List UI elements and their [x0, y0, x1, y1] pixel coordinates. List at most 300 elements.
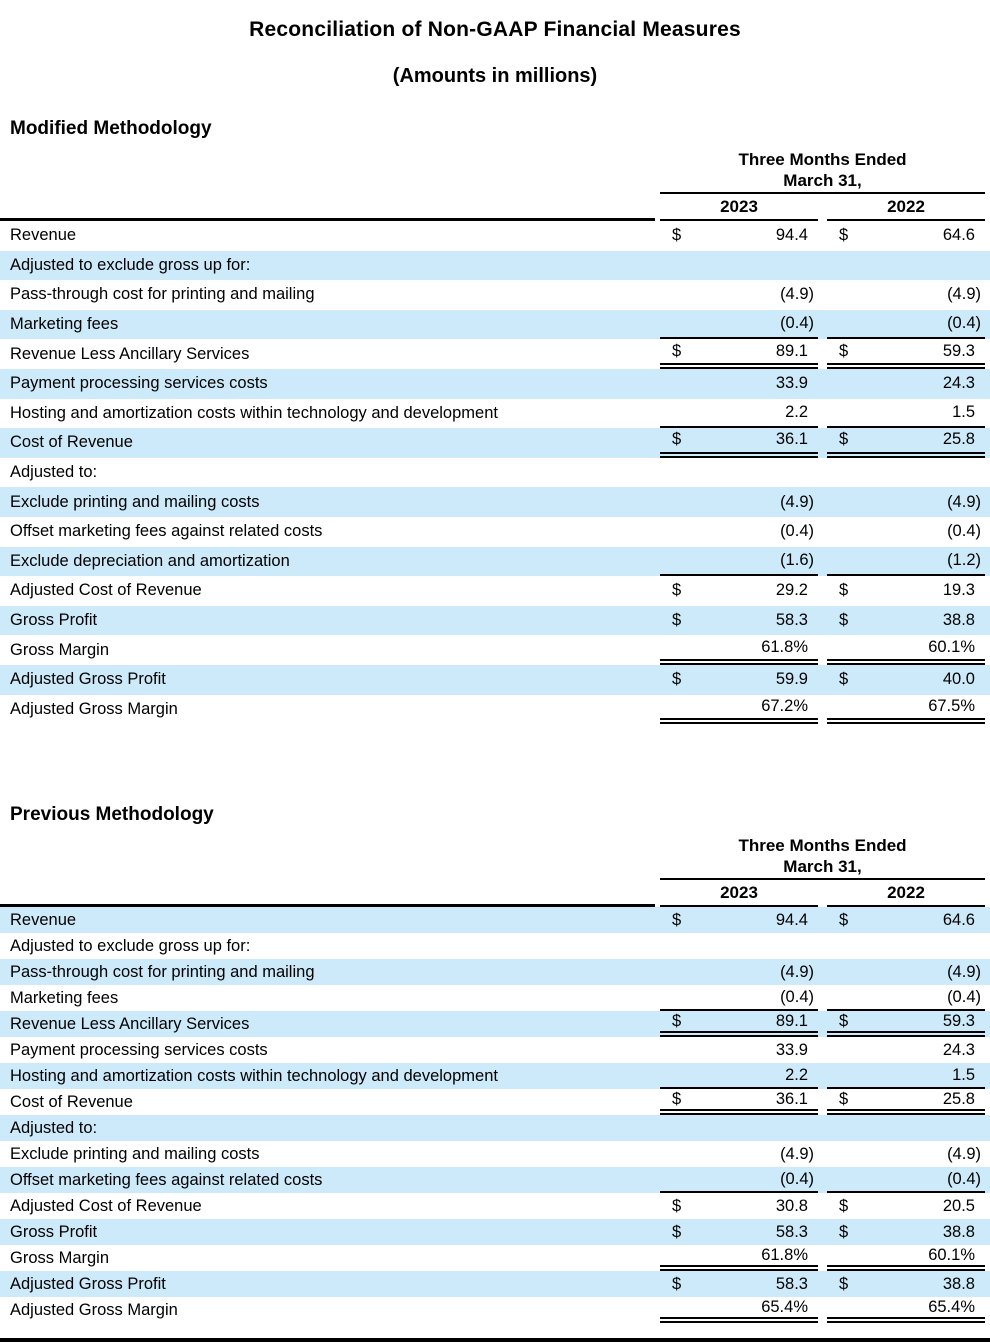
spacer — [985, 880, 990, 907]
spacer — [985, 1115, 990, 1141]
cell-value: 89.1 — [775, 1011, 808, 1030]
row-label: Offset marketing fees against related costs — [10, 522, 323, 541]
spacer — [985, 1167, 990, 1193]
value-cell — [660, 933, 818, 959]
value-cell — [827, 517, 985, 547]
row-label: Gross Margin — [10, 640, 110, 659]
spacer — [818, 1219, 827, 1245]
spacer — [818, 1141, 827, 1167]
value-cell — [827, 458, 985, 488]
spacer — [818, 1037, 827, 1063]
spacer — [985, 907, 990, 933]
table-row — [0, 1115, 990, 1141]
value-cell — [827, 487, 985, 517]
spacer — [985, 1297, 990, 1323]
table-row — [0, 1271, 990, 1297]
cell-value: 19.3 — [942, 581, 975, 600]
cell-value: 36.1 — [775, 430, 808, 449]
value-cell — [660, 959, 818, 985]
cell-value: 25.8 — [942, 430, 975, 449]
value-cell — [827, 1063, 985, 1089]
label-column-rule — [0, 880, 655, 907]
value-cell — [660, 1115, 818, 1141]
currency-symbol: $ — [839, 1222, 849, 1241]
cell-value: 33.9 — [775, 374, 808, 393]
period-line-2: March 31, — [660, 170, 985, 194]
cell-value: 38.8 — [942, 1222, 975, 1241]
value-cell — [660, 369, 818, 399]
cell-value: (4.9) — [947, 962, 981, 981]
spacer — [985, 1089, 990, 1115]
cell-value: 38.8 — [942, 611, 975, 630]
cell-value: (0.4) — [947, 987, 981, 1006]
spacer — [818, 221, 827, 251]
spacer — [818, 547, 827, 577]
value-cell — [660, 310, 818, 340]
value-cell — [660, 1271, 818, 1297]
spacer — [818, 399, 827, 429]
spacer — [818, 310, 827, 340]
table-row — [0, 1297, 990, 1323]
table-row — [0, 665, 990, 695]
cell-value: (4.9) — [947, 285, 981, 304]
currency-symbol: $ — [839, 341, 849, 360]
value-cell — [827, 1089, 985, 1115]
spacer — [818, 1167, 827, 1193]
row-label: Gross Profit — [10, 1222, 98, 1241]
spacer — [985, 959, 990, 985]
value-cell — [827, 251, 985, 281]
row-label: Adjusted to exclude gross up for: — [10, 936, 251, 955]
table-row — [0, 985, 990, 1011]
cell-value: 36.1 — [775, 1089, 808, 1108]
currency-symbol: $ — [839, 1089, 849, 1108]
column-header-2023: 2023 — [660, 880, 818, 907]
cell-value: 60.1% — [928, 637, 975, 656]
cell-value: 2.2 — [785, 402, 808, 421]
value-cell — [827, 907, 985, 933]
table-row — [0, 606, 990, 636]
table-row — [0, 399, 990, 429]
value-cell — [827, 1037, 985, 1063]
value-cell — [660, 606, 818, 636]
value-cell — [827, 1219, 985, 1245]
currency-symbol: $ — [672, 581, 682, 600]
currency-symbol: $ — [672, 1196, 682, 1215]
row-label: Revenue — [10, 910, 77, 929]
row-label: Adjusted Gross Margin — [10, 1300, 178, 1319]
value-cell — [827, 695, 985, 725]
value-cell — [660, 399, 818, 429]
spacer — [985, 251, 990, 281]
cell-value: (0.4) — [947, 1169, 981, 1188]
row-label: Revenue — [10, 226, 77, 245]
table-body-modified — [0, 221, 990, 724]
value-cell — [827, 399, 985, 429]
cell-value: 24.3 — [942, 374, 975, 393]
spacer — [985, 635, 990, 665]
table-row — [0, 251, 990, 281]
value-cell — [827, 310, 985, 340]
value-cell — [827, 1115, 985, 1141]
spacer — [985, 547, 990, 577]
document-title: Reconciliation of Non-GAAP Financial Measures — [249, 18, 741, 41]
cell-value: 94.4 — [775, 910, 808, 929]
spacer — [985, 399, 990, 429]
spacer — [818, 458, 827, 488]
cell-value: 58.3 — [775, 611, 808, 630]
period-header-row-1 — [0, 832, 990, 856]
row-label: Hosting and amortization costs within technology and development — [10, 403, 498, 422]
value-cell — [827, 665, 985, 695]
table-row — [0, 1141, 990, 1167]
currency-symbol: $ — [672, 430, 682, 449]
value-cell — [827, 280, 985, 310]
currency-symbol: $ — [672, 226, 682, 245]
cell-value: 89.1 — [775, 341, 808, 360]
row-label: Pass-through cost for printing and mailing — [10, 962, 315, 981]
cell-value: 24.3 — [942, 1040, 975, 1059]
spacer — [818, 1011, 827, 1037]
value-cell — [827, 221, 985, 251]
row-label: Payment processing services costs — [10, 374, 268, 393]
section-previous-methodology — [0, 804, 990, 1323]
cell-value: 40.0 — [942, 670, 975, 689]
spacer — [985, 695, 990, 725]
currency-symbol: $ — [672, 1011, 682, 1030]
currency-symbol: $ — [672, 341, 682, 360]
currency-symbol: $ — [839, 581, 849, 600]
cell-value: 64.6 — [942, 910, 975, 929]
cell-value: 61.8% — [761, 637, 808, 656]
value-cell — [660, 907, 818, 933]
table-row — [0, 339, 990, 369]
value-cell — [660, 428, 818, 458]
table-row — [0, 1089, 990, 1115]
row-label: Pass-through cost for printing and mailing — [10, 285, 315, 304]
currency-symbol: $ — [672, 670, 682, 689]
row-label: Payment processing services costs — [10, 1040, 268, 1059]
spacer — [818, 933, 827, 959]
table-row — [0, 369, 990, 399]
cell-value: 65.4% — [761, 1297, 808, 1316]
row-label: Adjusted to: — [10, 1118, 98, 1137]
spacer — [0, 856, 655, 880]
cell-value: 1.5 — [952, 1065, 975, 1084]
spacer — [818, 959, 827, 985]
cell-value: 64.6 — [942, 226, 975, 245]
spacer — [818, 1193, 827, 1219]
value-cell — [827, 339, 985, 369]
cell-value: 60.1% — [928, 1245, 975, 1264]
value-cell — [660, 251, 818, 281]
row-label: Revenue Less Ancillary Services — [10, 1014, 250, 1033]
cell-value: 67.2% — [761, 696, 808, 715]
value-cell — [827, 547, 985, 577]
column-header-2022: 2022 — [827, 194, 985, 221]
table-row — [0, 487, 990, 517]
spacer — [985, 487, 990, 517]
spacer — [0, 170, 655, 194]
value-cell — [660, 1245, 818, 1271]
value-cell — [827, 959, 985, 985]
cell-value: (4.9) — [780, 962, 814, 981]
section-modified-methodology — [0, 118, 990, 724]
table-row — [0, 458, 990, 488]
value-cell — [660, 1037, 818, 1063]
value-cell — [827, 1193, 985, 1219]
value-cell — [660, 1193, 818, 1219]
cell-value: (0.4) — [780, 1169, 814, 1188]
cell-value: 33.9 — [775, 1040, 808, 1059]
table-row — [0, 1011, 990, 1037]
document-subtitle: (Amounts in millions) — [392, 65, 598, 87]
value-cell — [660, 665, 818, 695]
currency-symbol: $ — [839, 611, 849, 630]
spacer — [985, 1037, 990, 1063]
cell-value: 20.5 — [942, 1196, 975, 1215]
period-line-2: March 31, — [660, 856, 985, 880]
value-cell — [660, 547, 818, 577]
row-label: Adjusted Gross Margin — [10, 699, 178, 718]
table-row — [0, 280, 990, 310]
value-cell — [660, 487, 818, 517]
value-cell — [660, 1219, 818, 1245]
currency-symbol: $ — [672, 1274, 682, 1293]
table-row — [0, 221, 990, 251]
spacer — [985, 576, 990, 606]
table-row — [0, 695, 990, 725]
value-cell — [827, 606, 985, 636]
value-cell — [827, 635, 985, 665]
section-title-previous: Previous Methodology — [10, 804, 214, 826]
row-label: Adjusted Cost of Revenue — [10, 1196, 202, 1215]
row-label: Cost of Revenue — [10, 433, 133, 452]
cell-value: (4.9) — [947, 1144, 981, 1163]
spacer — [818, 1245, 827, 1271]
year-header-row — [0, 880, 990, 907]
value-cell — [660, 1297, 818, 1323]
currency-symbol: $ — [839, 910, 849, 929]
table-row — [0, 517, 990, 547]
table-row — [0, 1245, 990, 1271]
value-cell — [660, 280, 818, 310]
value-cell — [660, 1089, 818, 1115]
label-column-rule — [0, 194, 655, 221]
cell-value: (1.6) — [780, 550, 814, 569]
spacer — [985, 1271, 990, 1297]
spacer — [985, 1245, 990, 1271]
value-cell — [660, 985, 818, 1011]
cell-value: 65.4% — [928, 1297, 975, 1316]
row-label: Adjusted Cost of Revenue — [10, 581, 202, 600]
cell-value: 59.3 — [942, 1011, 975, 1030]
cell-value: 30.8 — [775, 1196, 808, 1215]
spacer — [818, 1063, 827, 1089]
row-label: Gross Margin — [10, 1248, 110, 1267]
value-cell — [660, 1167, 818, 1193]
value-cell — [660, 695, 818, 725]
spacer — [818, 280, 827, 310]
table-row — [0, 907, 990, 933]
currency-symbol: $ — [672, 1222, 682, 1241]
table-row — [0, 1037, 990, 1063]
spacer — [985, 458, 990, 488]
row-label: Adjusted Gross Profit — [10, 670, 166, 689]
spacer — [818, 985, 827, 1011]
value-cell — [660, 576, 818, 606]
cell-value: 59.9 — [775, 670, 808, 689]
cell-value: (0.4) — [780, 987, 814, 1006]
cell-value: (1.2) — [947, 550, 981, 569]
spacer — [985, 985, 990, 1011]
table-body-previous — [0, 907, 990, 1323]
table-row — [0, 1167, 990, 1193]
cell-value: 94.4 — [775, 226, 808, 245]
spacer — [985, 933, 990, 959]
cell-value: (0.4) — [780, 522, 814, 541]
value-cell — [827, 1011, 985, 1037]
value-cell — [660, 221, 818, 251]
currency-symbol: $ — [839, 670, 849, 689]
value-cell — [827, 1297, 985, 1323]
table-row — [0, 1219, 990, 1245]
section-title-modified: Modified Methodology — [10, 118, 212, 139]
spacer — [818, 665, 827, 695]
spacer — [818, 194, 827, 221]
value-cell — [660, 1011, 818, 1037]
row-label: Adjusted to exclude gross up for: — [10, 255, 251, 274]
row-label: Cost of Revenue — [10, 1092, 133, 1111]
spacer — [985, 369, 990, 399]
column-header-2022: 2022 — [827, 880, 985, 907]
cell-value: 1.5 — [952, 402, 975, 421]
spacer — [985, 194, 990, 221]
currency-symbol: $ — [839, 430, 849, 449]
spacer — [985, 428, 990, 458]
spacer — [818, 428, 827, 458]
spacer — [0, 146, 655, 170]
table-row — [0, 310, 990, 340]
value-cell — [827, 1141, 985, 1167]
cell-value: (4.9) — [947, 492, 981, 511]
cell-value: (4.9) — [780, 285, 814, 304]
spacer — [818, 1115, 827, 1141]
value-cell — [827, 1271, 985, 1297]
value-cell — [827, 1245, 985, 1271]
period-line-1: Three Months Ended — [738, 836, 907, 856]
cell-value: (0.4) — [780, 314, 814, 333]
period-header-row-2 — [0, 170, 990, 194]
spacer — [818, 1271, 827, 1297]
value-cell — [827, 933, 985, 959]
cell-value: (0.4) — [947, 314, 981, 333]
row-label: Marketing fees — [10, 988, 119, 1007]
spacer — [818, 635, 827, 665]
currency-symbol: $ — [839, 1196, 849, 1215]
row-label: Exclude printing and mailing costs — [10, 492, 260, 511]
table-row — [0, 959, 990, 985]
row-label: Exclude depreciation and amortization — [10, 551, 290, 570]
value-cell — [827, 1167, 985, 1193]
spacer — [985, 1141, 990, 1167]
table-row — [0, 428, 990, 458]
spacer — [985, 1193, 990, 1219]
period-header-row-1 — [0, 146, 990, 170]
cell-value: 38.8 — [942, 1274, 975, 1293]
period-header-row-2 — [0, 856, 990, 880]
spacer — [985, 221, 990, 251]
row-label: Marketing fees — [10, 315, 119, 334]
cell-value: 29.2 — [775, 581, 808, 600]
row-label: Offset marketing fees against related costs — [10, 1170, 323, 1189]
spacer — [985, 1063, 990, 1089]
cell-value: (0.4) — [947, 522, 981, 541]
table-row — [0, 933, 990, 959]
cell-value: 61.8% — [761, 1245, 808, 1264]
cell-value: 58.3 — [775, 1222, 808, 1241]
cell-value: 59.3 — [942, 341, 975, 360]
row-label: Revenue Less Ancillary Services — [10, 344, 250, 363]
spacer — [0, 832, 655, 856]
spacer — [818, 880, 827, 907]
row-label: Gross Profit — [10, 611, 98, 630]
value-cell — [660, 1063, 818, 1089]
page-bottom-border — [0, 1338, 990, 1342]
spacer — [985, 310, 990, 340]
cell-value: (4.9) — [780, 1144, 814, 1163]
spacer — [818, 369, 827, 399]
table-row — [0, 635, 990, 665]
value-cell — [827, 369, 985, 399]
spacer — [985, 1011, 990, 1037]
period-line-1: Three Months Ended — [738, 150, 907, 169]
value-cell — [827, 428, 985, 458]
value-cell — [660, 458, 818, 488]
value-cell — [827, 985, 985, 1011]
value-cell — [660, 517, 818, 547]
spacer — [818, 339, 827, 369]
spacer — [818, 907, 827, 933]
column-header-2023: 2023 — [660, 194, 818, 221]
cell-value: (4.9) — [780, 492, 814, 511]
table-row — [0, 547, 990, 577]
cell-value: 58.3 — [775, 1274, 808, 1293]
cell-value: 25.8 — [942, 1089, 975, 1108]
spacer — [985, 517, 990, 547]
spacer — [818, 576, 827, 606]
row-label: Exclude printing and mailing costs — [10, 1144, 260, 1163]
year-header-row — [0, 194, 990, 221]
currency-symbol: $ — [672, 1089, 682, 1108]
spacer — [985, 1219, 990, 1245]
value-cell — [827, 576, 985, 606]
spacer — [818, 251, 827, 281]
spacer — [985, 339, 990, 369]
currency-symbol: $ — [839, 226, 849, 245]
currency-symbol: $ — [839, 1011, 849, 1030]
spacer — [818, 517, 827, 547]
spacer — [985, 280, 990, 310]
spacer — [818, 487, 827, 517]
currency-symbol: $ — [672, 611, 682, 630]
row-label: Adjusted to: — [10, 463, 98, 482]
spacer — [818, 1089, 827, 1115]
cell-value: 67.5% — [928, 696, 975, 715]
cell-value: 2.2 — [785, 1065, 808, 1084]
value-cell — [660, 339, 818, 369]
row-label: Adjusted Gross Profit — [10, 1274, 166, 1293]
